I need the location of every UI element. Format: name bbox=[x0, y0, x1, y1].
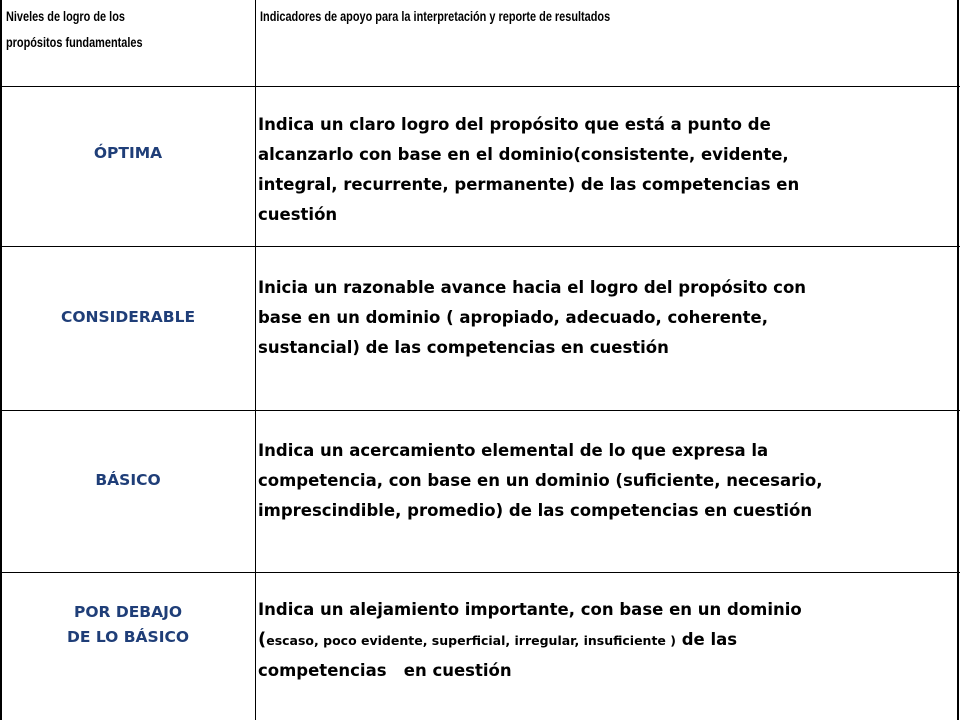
description-line bbox=[258, 625, 950, 656]
description-small-text: escaso, poco evidente, superficial, irregular, insuficiente ) bbox=[266, 633, 676, 648]
description-cell bbox=[256, 411, 960, 572]
level-cell bbox=[0, 411, 256, 572]
description-line: cuestión bbox=[258, 205, 338, 224]
header-row bbox=[0, 0, 960, 86]
header-levels-line2: propósitos fundamentales bbox=[6, 34, 143, 50]
table-row bbox=[0, 411, 960, 572]
table-row bbox=[0, 87, 960, 246]
level-label: BÁSICO bbox=[95, 471, 161, 489]
description-text bbox=[258, 436, 950, 526]
description-line: alcanzarlo con base en el dominio(consistente, evidente, bbox=[258, 145, 789, 164]
header-indicators: Indicadores de apoyo para la interpretación y reporte de resultados bbox=[260, 8, 611, 24]
description-cell bbox=[256, 573, 960, 720]
description-line: Inicia un razonable avance hacia el logro del propósito con bbox=[258, 278, 807, 297]
description-line: competencia, con base en un dominio (suficiente, necesario, bbox=[258, 471, 823, 490]
description-line: Indica un acercamiento elemental de lo que expresa la bbox=[258, 441, 769, 460]
level-label: ÓPTIMA bbox=[93, 144, 163, 162]
header-cell-indicators bbox=[256, 0, 960, 86]
description-line: Indica un claro logro del propósito que está a punto de bbox=[258, 115, 771, 134]
description-line: imprescindible, promedio) de las competencias en cuestión bbox=[258, 501, 813, 520]
open-paren: ( bbox=[258, 629, 267, 650]
table-row bbox=[0, 573, 960, 720]
header-levels-line1: Niveles de logro de los bbox=[6, 8, 125, 24]
description-line: sustancial) de las competencias en cuestión bbox=[258, 338, 669, 357]
description-tail: de las bbox=[675, 630, 738, 649]
description-line: base en un dominio ( apropiado, adecuado, coherente, bbox=[258, 308, 768, 327]
description-line: Indica un alejamiento importante, con base en un dominio bbox=[258, 600, 802, 619]
description-text bbox=[258, 273, 950, 363]
description-line: competencias en cuestión bbox=[258, 661, 512, 680]
description-line: integral, recurrente, permanente) de las competencias en bbox=[258, 175, 800, 194]
header-cell-levels bbox=[0, 0, 256, 86]
description-text bbox=[258, 110, 950, 230]
table-row bbox=[0, 247, 960, 410]
level-label-line2: DE LO BÁSICO bbox=[66, 628, 190, 646]
level-label: CONSIDERABLE bbox=[60, 308, 196, 326]
level-cell bbox=[0, 247, 256, 410]
description-text bbox=[258, 595, 950, 686]
description-cell bbox=[256, 87, 960, 246]
level-cell bbox=[0, 573, 256, 720]
level-cell bbox=[0, 87, 256, 246]
level-label-line1: POR DEBAJO bbox=[73, 603, 183, 621]
description-cell bbox=[256, 247, 960, 410]
